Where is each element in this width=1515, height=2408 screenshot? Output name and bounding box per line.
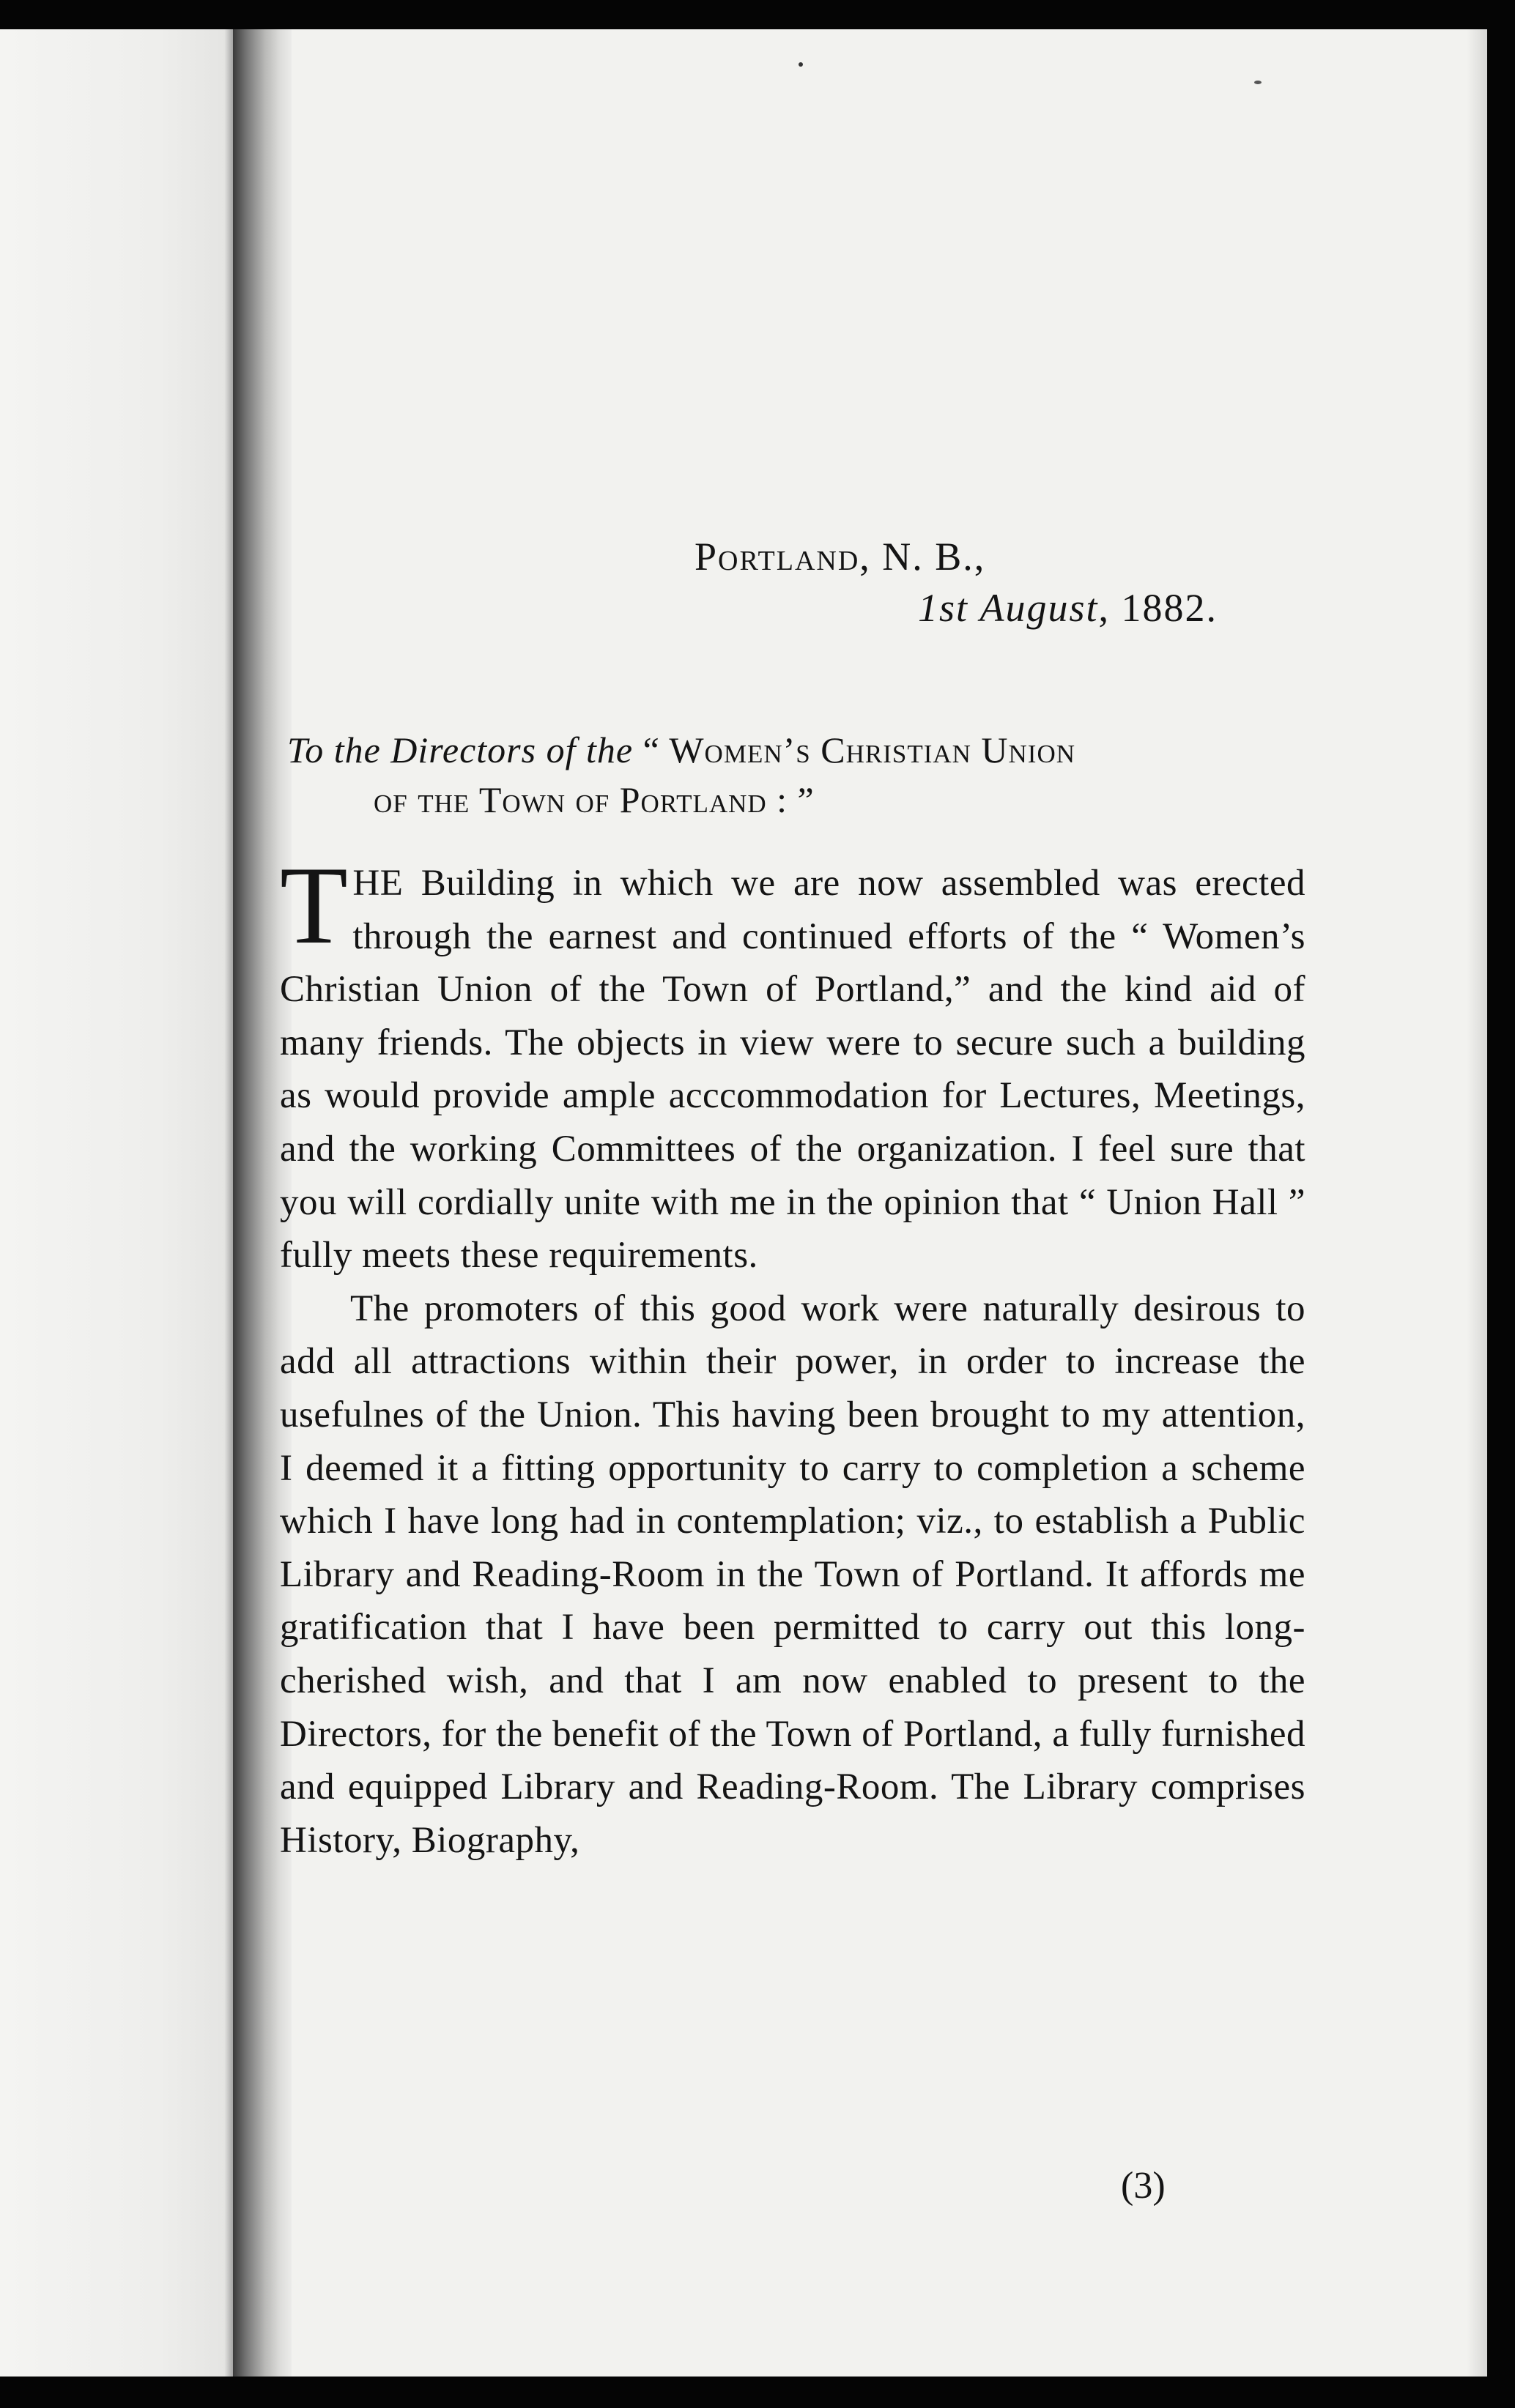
facing-page-margin bbox=[0, 29, 227, 2377]
drop-cap: T bbox=[280, 844, 349, 967]
scan-speck bbox=[1254, 81, 1262, 84]
dateline-date bbox=[694, 582, 1218, 633]
salutation-org-line1: “ Women’s Christian Union bbox=[642, 729, 1075, 770]
paragraph-1-text: HE Building in which we are now assembled was erected through the earnest and continued efforts of the “ Women’s Christian Union of the Town of Portland,” and the kind aid of many friends. The objects in view were to secure such a building as would provide ample acccommodation for Lectures, Meetings, and the working Committees of the organization. I feel sure that you will cordially unite with me in the opinion that “ Union Hall ” fully meets these requirements. bbox=[280, 863, 1305, 1277]
salutation-org-line2: of the Town of Portland : ” bbox=[374, 779, 815, 820]
page-right-edge bbox=[1467, 29, 1487, 2377]
paragraph-1 bbox=[280, 844, 1305, 1282]
salutation bbox=[287, 725, 1313, 825]
letter-body bbox=[280, 844, 1305, 1867]
dateline bbox=[694, 531, 1218, 633]
date-month: August bbox=[979, 586, 1099, 630]
dateline-place: Portland, N. B., bbox=[694, 535, 986, 579]
page-number: (3) bbox=[1121, 2165, 1166, 2207]
paragraph-2: The promoters of this good work were naturally desirous to add all attractions within their power, in order to increase the usefulnes of the Union. This having been brought to my attention, I deemed it a fitting opportunity to carry to completion a scheme which I have long had in contemplation; viz., to establish a Public Library and Reading-Room in the Town of Portland. It affords me gratification that I have been permitted to carry out this long-cherished wish, and that I am now enabled to present to the Directors, for the benefit of the Town of Portland, a fully furnished and equipped Library and Reading-Room. The Library comprises History, Biography, bbox=[280, 1287, 1305, 1861]
date-day: 1st bbox=[918, 586, 969, 630]
salutation-lead: To the Directors of the bbox=[287, 729, 634, 770]
scan-speck bbox=[799, 62, 803, 67]
date-year: , 1882. bbox=[1098, 586, 1218, 630]
